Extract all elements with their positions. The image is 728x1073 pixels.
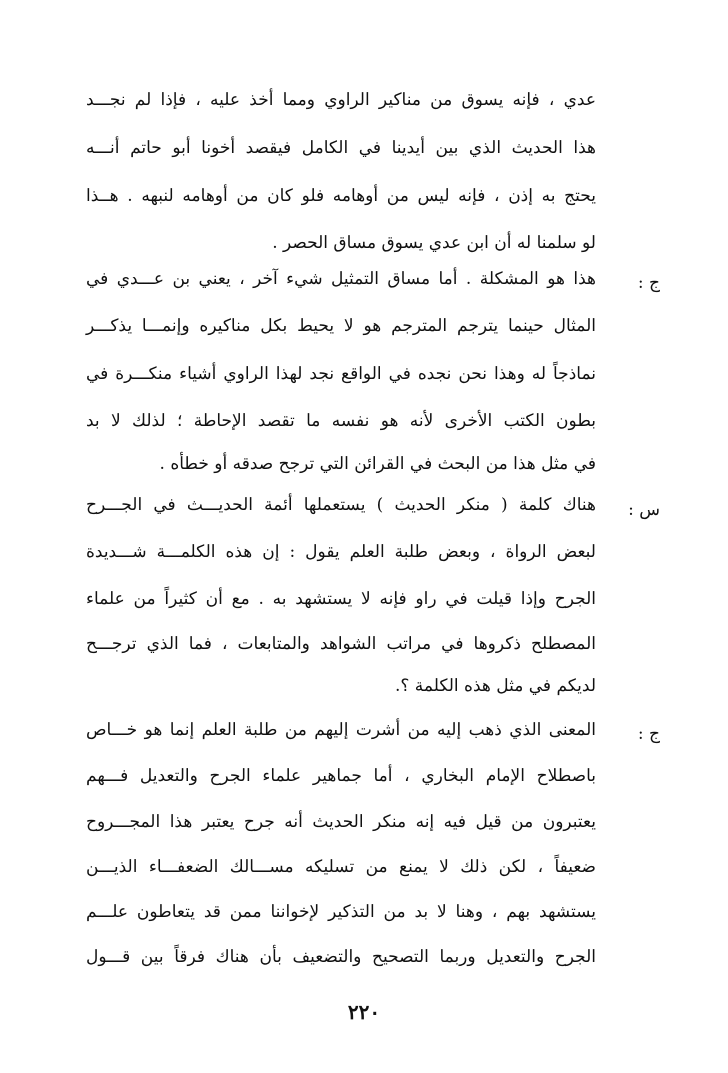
text-line: هناك كلمة ( منكر الحديث ) يستعملها أئمة الحديـــث في الجـــرح xyxy=(86,495,596,515)
page-number: ٢٢٠ xyxy=(347,1000,381,1024)
text-line: المصطلح ذكروها في مراتب الشواهد والمتابعات ، فما الذي ترجـــح xyxy=(86,634,596,654)
text-line: المثال حينما يترجم المترجم هو لا يحيط بكل مناكيره وإنمـــا يذكـــر xyxy=(86,316,596,336)
text-line: لبعض الرواة ، وبعض طلبة العلم يقول : إن هذه الكلمـــة شـــديدة xyxy=(86,542,596,562)
answer-marker: ج : xyxy=(637,273,660,293)
text-line: الجرح وإذا قيلت في راو فإنه لا يستشهد به . مع أن كثيراً من علماء xyxy=(86,589,596,609)
text-line: يحتج به إذن ، فإنه ليس من أوهامه فلو كان من أوهامه لنبهه . هــذا xyxy=(86,186,596,206)
question-marker: س : xyxy=(628,500,660,520)
text-line: باصطلاح الإمام البخاري ، أما جماهير علماء الجرح والتعديل فـــهم xyxy=(86,766,596,786)
text-line: نماذجاً له وهذا نحن نجده في الواقع نجد لهذا الراوي أشياء منكـــرة في xyxy=(86,364,596,384)
text-line: هذا هو المشكلة . أما مساق التمثيل شيء آخر ، يعني بن عـــدي في xyxy=(86,269,596,289)
text-line: لو سلمنا له أن ابن عدي يسوق مساق الحصر . xyxy=(272,233,596,253)
text-line: هذا الحديث الذي بين أيدينا في الكامل فيقصد أخونا أبو حاتم أنـــه xyxy=(86,138,596,158)
text-line: ضعيفاً ، لكن ذلك لا يمنع من تسليكه مســـالك الضعفـــاء الذيـــن xyxy=(86,857,596,877)
text-line: يستشهد بهم ، وهنا لا بد من التذكير لإخواننا ممن قد يتعاطون علـــم xyxy=(86,902,596,922)
text-line: في مثل هذا من البحث في القرائن التي ترجح صدقه أو خطأه . xyxy=(159,454,596,474)
text-line: بطون الكتب الأخرى لأنه هو نفسه ما تقصد الإحاطة ؛ لذلك لا بد xyxy=(86,411,596,431)
text-line: يعتبرون من قيل فيه إنه منكر الحديث أنه جرح يعتبر هذا المجـــروح xyxy=(86,812,596,832)
text-line: عدي ، فإنه يسوق من مناكير الراوي ومما أخذ عليه ، فإذا لم نجـــد xyxy=(86,90,596,110)
text-line: المعنى الذي ذهب إليه من أشرت إليهم من طلبة العلم إنما هو خـــاص xyxy=(86,720,596,740)
text-line: لديكم في مثل هذه الكلمة ؟. xyxy=(394,676,596,696)
answer-marker: ج : xyxy=(637,724,660,744)
text-line: الجرح والتعديل وربما التصحيح والتضعيف بأن هناك فرقاً بين قـــول xyxy=(86,947,596,967)
